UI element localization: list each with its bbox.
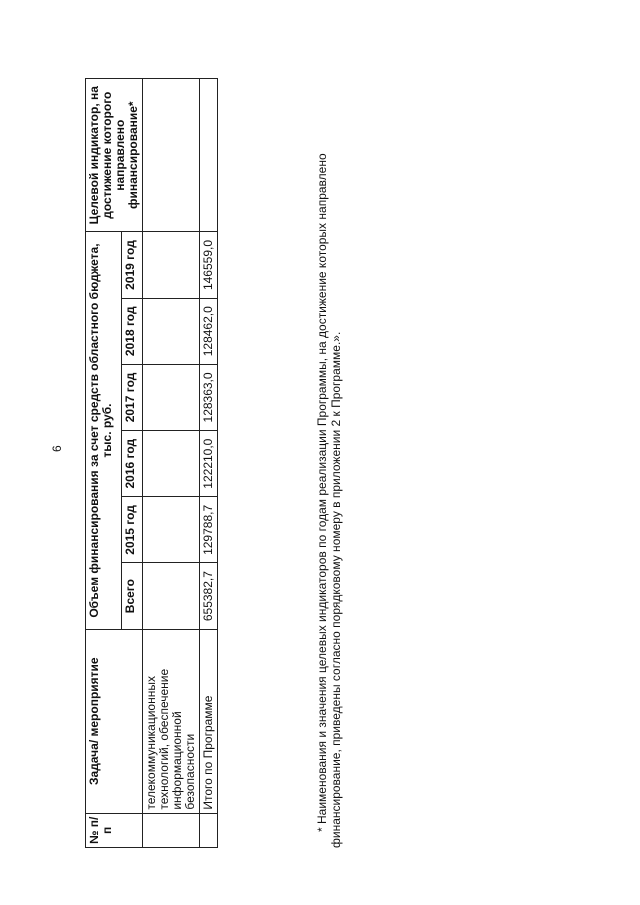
cell-2016: [143, 431, 200, 497]
cell-num: [200, 813, 218, 847]
footnote: * Наименования и значения целевых индикаторов по годам реализации Программы, на достижение которых направлено финансирование, приведены согласно порядковому номеру в приложении 2 к Программе.».: [315, 153, 343, 848]
cell-indicator: [200, 79, 218, 232]
header-total: Всего: [122, 563, 143, 629]
cell-total: 655382,7: [200, 563, 218, 629]
cell-2015: 129788,7: [200, 497, 218, 563]
header-indicator: Целевой индикатор, на достижение которого направлено финансирование*: [86, 79, 143, 232]
cell-task: телекоммуникационных технологий, обеспечение информационной безопасности: [143, 629, 200, 813]
cell-total: [143, 563, 200, 629]
cell-indicator: [143, 79, 200, 232]
cell-2019: 146559,0: [200, 232, 218, 298]
cell-2017: 128363,0: [200, 364, 218, 430]
cell-2016: 122210,0: [200, 431, 218, 497]
cell-2015: [143, 497, 200, 563]
header-year-2018: 2018 год: [122, 298, 143, 364]
table-row: [143, 79, 200, 848]
header-year-2016: 2016 год: [122, 431, 143, 497]
table-header-row: [86, 79, 122, 848]
rotated-page-content: [85, 78, 343, 848]
header-year-2015: 2015 год: [122, 497, 143, 563]
funding-table: [85, 78, 218, 848]
cell-num: [143, 813, 200, 847]
cell-2017: [143, 364, 200, 430]
table-row-total: [200, 79, 218, 848]
header-num: № п/п: [86, 813, 143, 847]
cell-task: Итого по Программе: [200, 629, 218, 813]
header-year-2019: 2019 год: [122, 232, 143, 298]
header-funding: Объем финансирования за счет средств областного бюджета, тыс. руб.: [86, 232, 122, 629]
header-year-2017: 2017 год: [122, 364, 143, 430]
cell-2018: 128462,0: [200, 298, 218, 364]
cell-2018: [143, 298, 200, 364]
header-task: Задача/ мероприятие: [86, 629, 143, 813]
page-number: 6: [50, 445, 64, 452]
cell-2019: [143, 232, 200, 298]
